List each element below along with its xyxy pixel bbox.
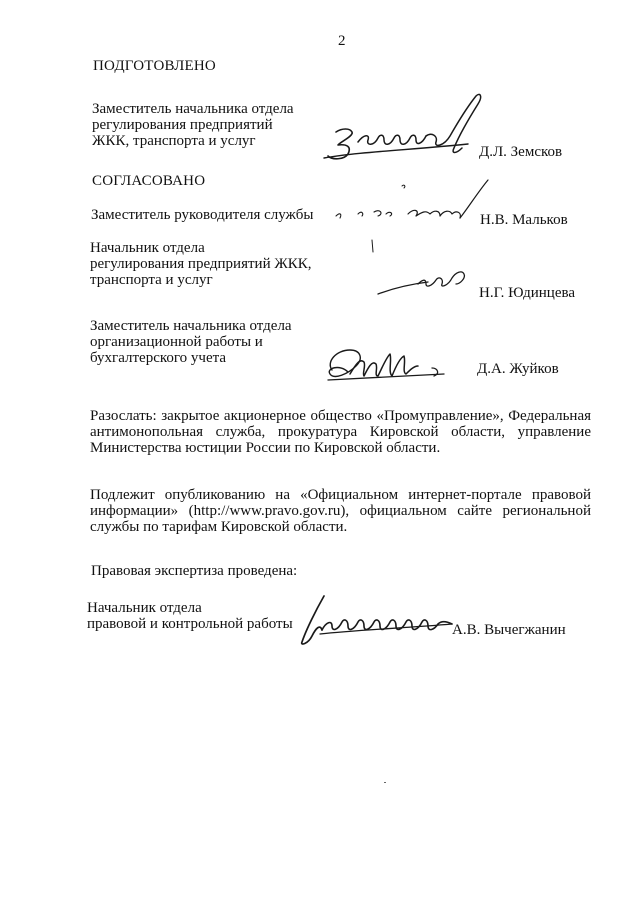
legal-review-statement: Правовая экспертиза проведена: — [91, 563, 298, 579]
agreed-position-line: регулирования предприятий ЖКК, — [90, 256, 312, 272]
agreed-position-line: организационной работы и — [90, 334, 263, 350]
agreed-position-line: Заместитель руководителя службы — [91, 207, 314, 223]
signature-vychegzhanin — [296, 590, 466, 650]
prepared-position-line: Заместитель начальника отдела — [92, 101, 294, 117]
agreed-name-2: Н.Г. Юдинцева — [479, 285, 576, 301]
scan-mark — [384, 782, 386, 783]
legal-review-position-line: Начальник отдела — [87, 600, 202, 616]
publication-paragraph: Подлежит опубликованию на «Официальном интернет-портале правовой информации» (http://www.pravo.gov.ru), официальном сайте региональной службы по тарифам Кировской области. — [90, 487, 591, 535]
legal-review-name: А.В. Вычегжанин — [452, 622, 566, 638]
agreed-position-line: Заместитель начальника отдела — [90, 318, 292, 334]
page-number: 2 — [338, 33, 346, 49]
signature-yudintseva — [368, 234, 478, 304]
prepared-position-line: ЖКК, транспорта и услуг — [92, 133, 256, 149]
legal-review-position-line: правовой и контрольной работы — [87, 616, 293, 632]
agreed-name-3: Д.А. Жуйков — [477, 361, 559, 377]
prepared-heading: ПОДГОТОВЛЕНО — [93, 58, 216, 74]
agreed-position-2 — [90, 240, 312, 288]
agreed-position-line: Начальник отдела — [90, 240, 205, 256]
signature-zemskov — [318, 92, 493, 172]
agreed-heading: СОГЛАСОВАНО — [92, 173, 206, 189]
agreed-position-1 — [91, 207, 313, 223]
distribution-paragraph: Разослать: закрытое акционерное общество «Промуправление», Федеральная антимонопольная служба, прокуратура Кировской области, управление Министерства юстиции России по Кировской области. — [90, 408, 591, 456]
agreed-position-3 — [90, 318, 292, 366]
signature-zhuykov — [320, 340, 450, 390]
agreed-name-1: Н.В. Мальков — [480, 212, 568, 228]
agreed-position-line: бухгалтерского учета — [90, 350, 227, 366]
prepared-position-line: регулирования предприятий — [92, 117, 273, 133]
signature-malkov — [332, 176, 492, 226]
prepared-name: Д.Л. Земсков — [479, 144, 563, 160]
prepared-position — [92, 101, 294, 149]
legal-review-position — [87, 600, 293, 632]
agreed-position-line: транспорта и услуг — [90, 272, 213, 288]
